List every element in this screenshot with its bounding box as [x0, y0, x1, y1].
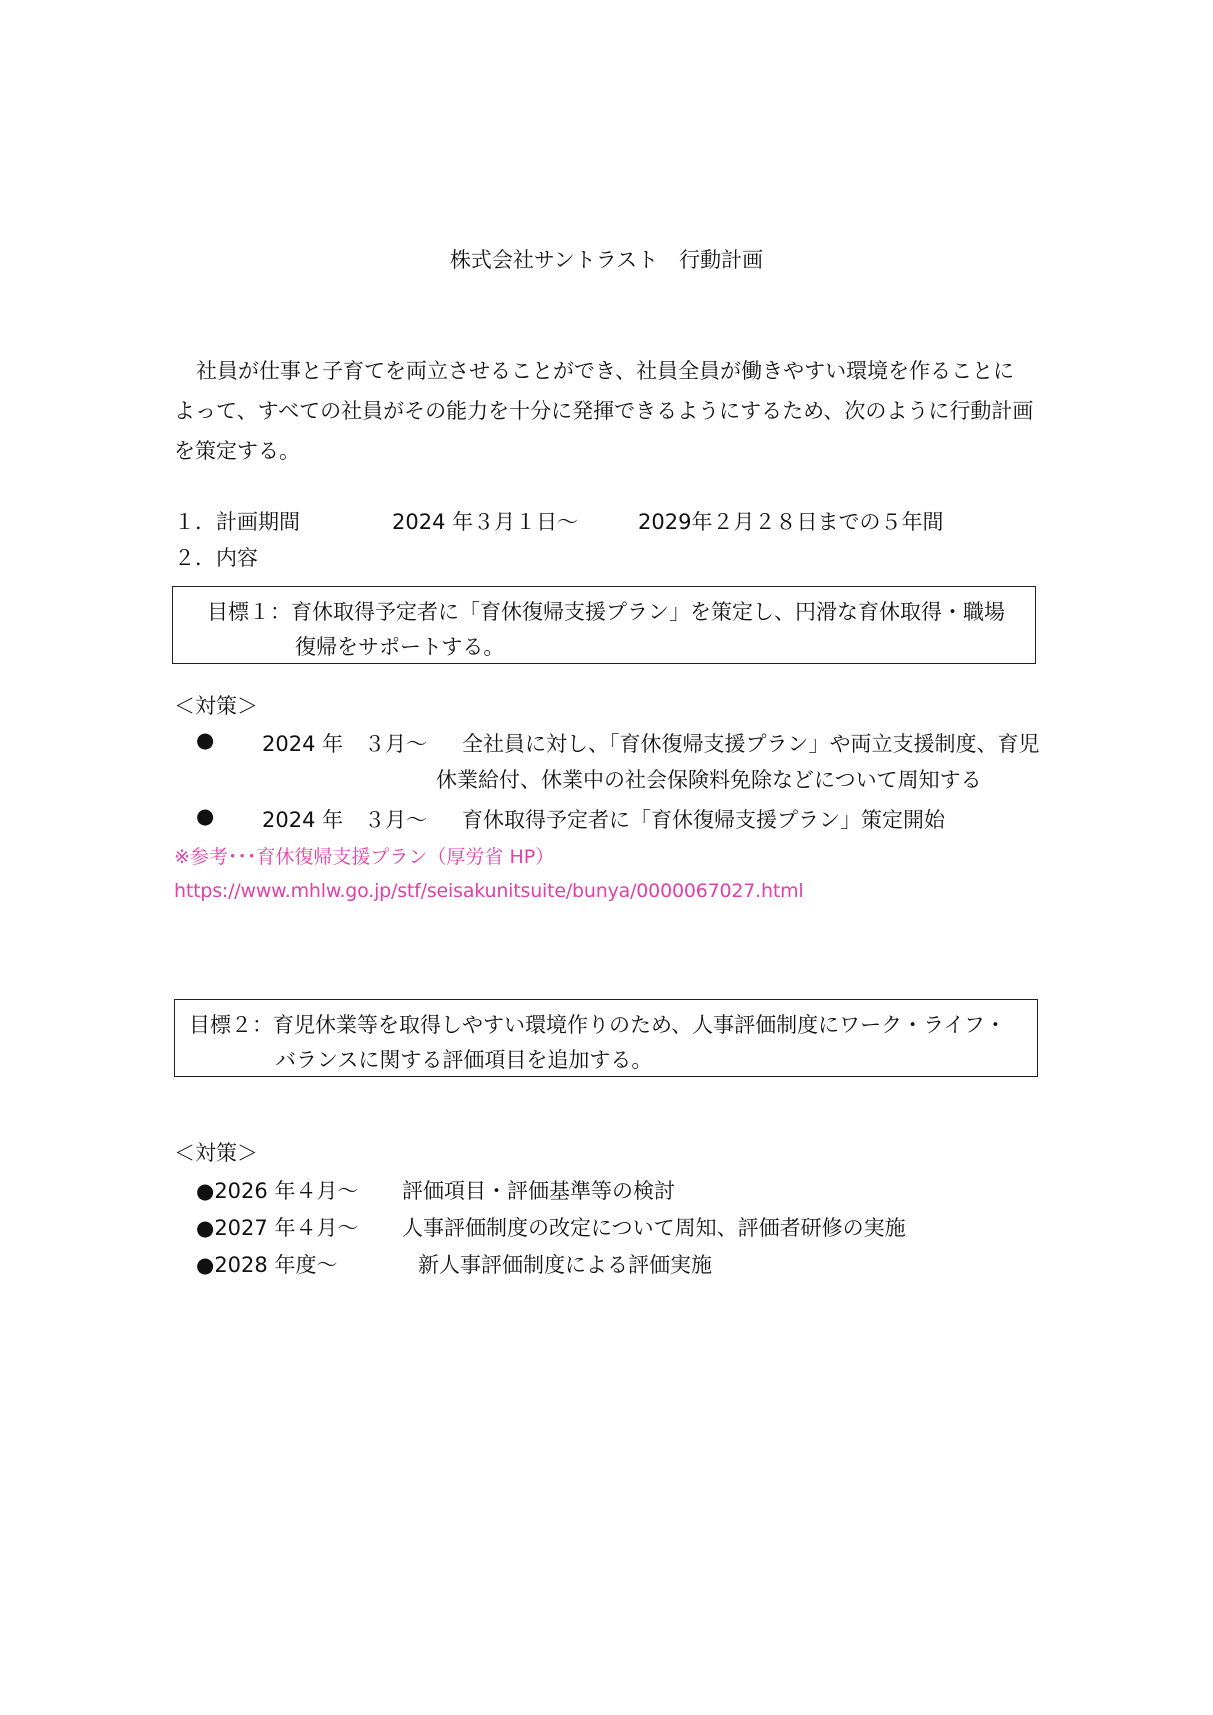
intro-line-2: よって、すべての社員がその能力を十分に発揮できるようにするため、次のように行動計画 [174, 399, 1034, 423]
measure-2-date: 2024 年 ３月～ [262, 808, 428, 832]
goal-1-box [172, 586, 1036, 664]
section-1-label: １．計画期間 [174, 510, 300, 534]
measure-1-date: 2024 年 ３月～ [262, 732, 428, 756]
measure-2-text: 育休取得予定者に「育休復帰支援プラン」策定開始 [462, 808, 945, 832]
reference-url-link[interactable]: https://www.mhlw.go.jp/stf/seisakunitsuite/bunya/0000067027.html [174, 880, 804, 902]
plan-item-1-text: 評価項目・評価基準等の検討 [402, 1179, 675, 1203]
measure-1-text-line-2: 休業給付、休業中の社会保険料免除などについて周知する [436, 768, 982, 792]
measure-2-bullet: ● [196, 804, 215, 828]
goal-2-box [174, 999, 1038, 1077]
goal-2-line-2: バランスに関する評価項目を追加する。 [275, 1048, 653, 1072]
section-2-label: ２．内容 [174, 546, 258, 570]
plan-period-start: 2024 年３月１日～ [392, 510, 579, 534]
reference-note: ※参考･･･育休復帰支援プラン（厚労省 HP） [174, 846, 555, 868]
plan-item-1-date: ●2026 年４月～ [196, 1179, 359, 1203]
plan-item-2-text: 人事評価制度の改定について周知、評価者研修の実施 [402, 1216, 906, 1240]
plan-item-2-date: ●2027 年４月～ [196, 1216, 359, 1240]
intro-line-1: 社員が仕事と子育てを両立させることができ、社員全員が働きやすい環境を作ることに [196, 359, 1015, 383]
measure-1-text-line-1: 全社員に対し、「育休復帰支援プラン」や両立支援制度、育児 [462, 732, 1040, 756]
intro-line-3: を策定する。 [174, 439, 300, 463]
measure-1-bullet: ● [196, 728, 215, 752]
goal-2-line-1: 目標２：育児休業等を取得しやすい環境作りのため、人事評価制度にワーク・ライフ・ [189, 1013, 1006, 1037]
goal-1-line-2: 復帰をサポートする。 [295, 635, 505, 659]
plan-item-3-text: 新人事評価制度による評価実施 [418, 1253, 712, 1277]
document-title: 株式会社サントラスト 行動計画 [449, 248, 764, 272]
plan-item-3-date: ●2028 年度～ [196, 1253, 338, 1277]
goal-1-line-1: 目標１：育休取得予定者に「育休復帰支援プラン」を策定し、円滑な育休取得・職場 [207, 600, 1005, 624]
plan-period-end: 2029年２月２８日までの５年間 [638, 510, 944, 534]
measures-1-heading: ＜対策＞ [174, 694, 258, 718]
measures-2-heading: ＜対策＞ [174, 1141, 258, 1165]
